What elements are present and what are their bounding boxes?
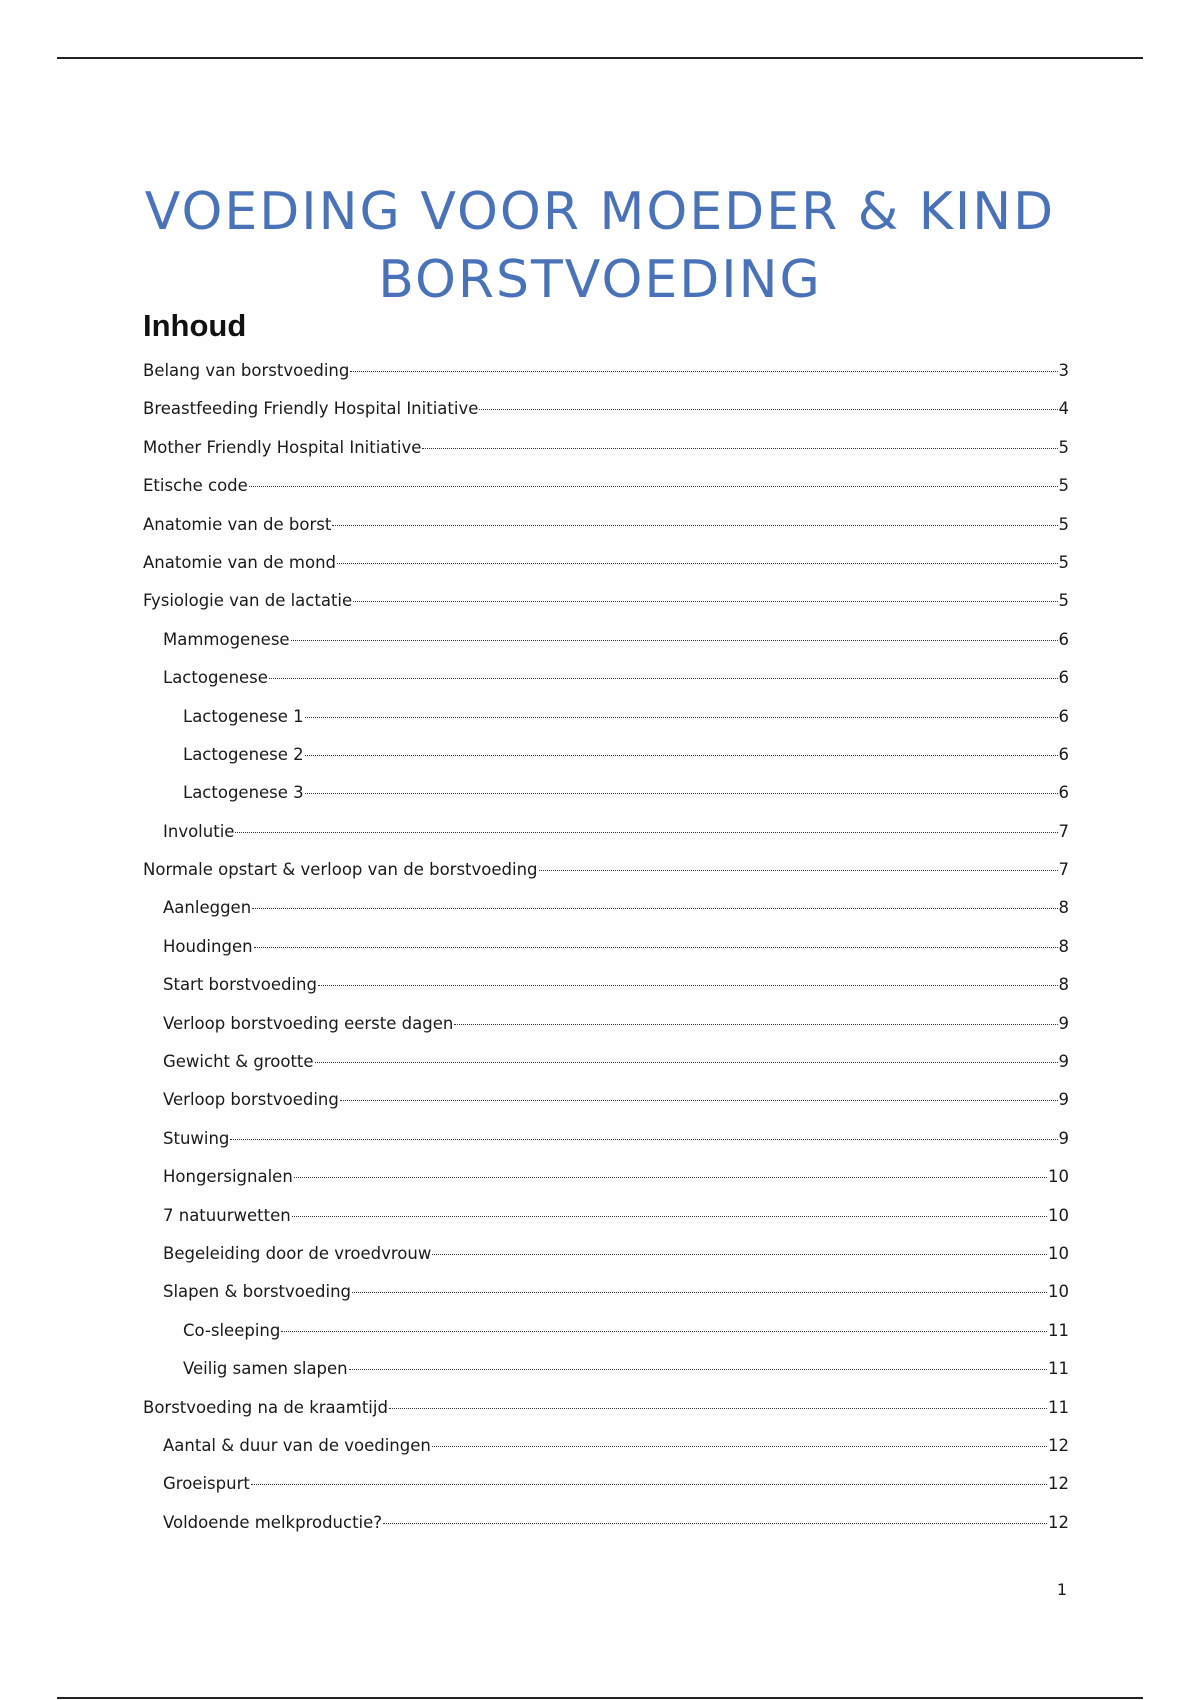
toc-entry[interactable] (143, 476, 1069, 514)
toc-entry[interactable] (143, 515, 1069, 553)
toc-entry-page-number: 12 (1048, 1512, 1069, 1532)
dot-leader (337, 563, 1057, 564)
dot-leader (389, 1408, 1047, 1409)
toc-entry-title: Veilig samen slapen (183, 1359, 348, 1379)
toc-entry-page-number: 6 (1058, 629, 1069, 649)
toc-entry[interactable] (143, 1129, 1069, 1167)
toc-entry-page-number: 6 (1058, 783, 1069, 803)
toc-entry-page-number: 5 (1058, 552, 1069, 572)
toc-entry[interactable] (143, 1436, 1069, 1474)
dot-leader (539, 870, 1058, 871)
document-title (130, 178, 1070, 314)
toc-entry-page-number: 10 (1048, 1243, 1069, 1263)
toc-entry-title: Lactogenese 1 (183, 706, 304, 726)
toc-entry-title: Breastfeeding Friendly Hospital Initiative (143, 399, 479, 419)
toc-entry-title: Voldoende melkproductie? (163, 1512, 383, 1532)
toc-entry-title: Lactogenese 3 (183, 783, 304, 803)
dot-leader (422, 448, 1057, 449)
dot-leader (340, 1100, 1058, 1101)
toc-entry[interactable] (143, 1359, 1069, 1397)
dot-leader (352, 1292, 1047, 1293)
toc-entry-title: Mammogenese (163, 629, 290, 649)
toc-entry[interactable] (143, 1474, 1069, 1512)
toc-entry[interactable] (143, 553, 1069, 591)
dot-leader (249, 486, 1058, 487)
toc-entry-page-number: 8 (1058, 975, 1069, 995)
toc-entry-title: Anatomie van de borst (143, 514, 332, 534)
dot-leader (432, 1254, 1047, 1255)
toc-entry[interactable] (143, 1321, 1069, 1359)
toc-entry-title: Groeispurt (163, 1474, 250, 1494)
toc-entry-title: Lactogenese (163, 668, 268, 688)
bottom-rule (57, 1697, 1143, 1699)
toc-entry-page-number: 10 (1048, 1167, 1069, 1187)
toc-entry[interactable] (143, 668, 1069, 706)
toc-entry[interactable] (143, 975, 1069, 1013)
toc-entry[interactable] (143, 1014, 1069, 1052)
toc-entry-page-number: 10 (1048, 1205, 1069, 1225)
toc-entry-title: Belang van borstvoeding (143, 361, 350, 380)
toc-entry-page-number: 12 (1048, 1474, 1069, 1494)
toc-entry[interactable] (143, 745, 1069, 783)
dot-leader (315, 1062, 1058, 1063)
toc-entry-page-number: 8 (1058, 936, 1069, 956)
toc-entry-title: Aantal & duur van de voedingen (163, 1435, 431, 1455)
toc-entry-page-number: 9 (1058, 1013, 1069, 1033)
toc-entry-title: Start borstvoeding (163, 975, 317, 995)
dot-leader (350, 371, 1057, 372)
toc-entry-title: Aanleggen (163, 898, 252, 918)
dot-leader (292, 1216, 1047, 1217)
toc-entry-page-number: 6 (1058, 744, 1069, 764)
toc-entry[interactable] (143, 822, 1069, 860)
toc-entry[interactable] (143, 361, 1069, 399)
toc-entry[interactable] (143, 1398, 1069, 1436)
toc-entry-page-number: 5 (1058, 476, 1069, 496)
toc-entry-title: Mother Friendly Hospital Initiative (143, 437, 422, 457)
toc-entry-page-number: 9 (1058, 1052, 1069, 1072)
toc-entry[interactable] (143, 898, 1069, 936)
toc-entry[interactable] (143, 860, 1069, 898)
dot-leader (479, 409, 1057, 410)
toc-entry-title: Verloop borstvoeding (163, 1090, 339, 1110)
dot-leader (305, 793, 1058, 794)
toc-entry-title: Slapen & borstvoeding (163, 1282, 352, 1302)
toc-entry-title: Fysiologie van de lactatie (143, 591, 353, 611)
toc-entry-title: Hongersignalen (163, 1167, 293, 1187)
toc-entry-page-number: 7 (1058, 821, 1069, 841)
toc-entry-title: Normale opstart & verloop van de borstvoeding (143, 860, 538, 880)
toc-entry-title: Verloop borstvoeding eerste dagen (163, 1013, 454, 1033)
toc-entry-title: Etische code (143, 476, 248, 496)
dot-leader (349, 1369, 1047, 1370)
toc-entry-page-number: 4 (1058, 399, 1069, 419)
toc-entry[interactable] (143, 1052, 1069, 1090)
toc-entry-title: Anatomie van de mond (143, 552, 337, 572)
dot-leader (332, 525, 1057, 526)
table-of-contents (143, 361, 1069, 1551)
toc-entry-page-number: 5 (1058, 514, 1069, 534)
toc-entry-page-number: 9 (1058, 1128, 1069, 1148)
toc-entry-title: Involutie (163, 821, 235, 841)
dot-leader (281, 1331, 1047, 1332)
title-line-1: VOEDING VOOR MOEDER & KIND (144, 181, 1056, 242)
toc-entry[interactable] (143, 1090, 1069, 1128)
dot-leader (254, 947, 1058, 948)
toc-entry-title: Lactogenese 2 (183, 744, 304, 764)
toc-entry-page-number: 11 (1048, 1320, 1069, 1340)
toc-entry-page-number: 5 (1058, 591, 1069, 611)
toc-entry[interactable] (143, 591, 1069, 629)
toc-entry-page-number: 11 (1048, 1397, 1069, 1417)
toc-entry[interactable] (143, 937, 1069, 975)
dot-leader (383, 1523, 1047, 1524)
dot-leader (454, 1024, 1057, 1025)
toc-entry[interactable] (143, 1282, 1069, 1320)
toc-entry-page-number: 5 (1058, 437, 1069, 457)
toc-entry-title: Co-sleeping (183, 1320, 281, 1340)
dot-leader (318, 985, 1058, 986)
toc-entry[interactable] (143, 783, 1069, 821)
dot-leader (432, 1446, 1047, 1447)
toc-entry-title: 7 natuurwetten (163, 1205, 291, 1225)
toc-entry[interactable] (143, 1244, 1069, 1282)
dot-leader (291, 640, 1058, 641)
toc-entry-title: Houdingen (163, 936, 253, 956)
dot-leader (294, 1177, 1047, 1178)
toc-entry-page-number: 12 (1048, 1435, 1069, 1455)
toc-entry[interactable] (143, 438, 1069, 476)
toc-entry[interactable] (143, 1167, 1069, 1205)
toc-entry-page-number: 10 (1048, 1282, 1069, 1302)
toc-entry-page-number: 3 (1058, 361, 1069, 380)
toc-entry-title: Stuwing (163, 1128, 230, 1148)
dot-leader (353, 601, 1057, 602)
page-number: 1 (1056, 1580, 1067, 1599)
toc-entry[interactable] (143, 630, 1069, 668)
toc-entry-page-number: 8 (1058, 898, 1069, 918)
dot-leader (235, 832, 1057, 833)
toc-entry-title: Begeleiding door de vroedvrouw (163, 1243, 432, 1263)
toc-entry-page-number: 9 (1058, 1090, 1069, 1110)
dot-leader (305, 717, 1058, 718)
toc-entry-title: Borstvoeding na de kraamtijd (143, 1397, 388, 1417)
toc-entry[interactable] (143, 707, 1069, 745)
top-rule (57, 57, 1143, 59)
title-line-2: BORSTVOEDING (378, 249, 822, 310)
toc-heading: Inhoud (143, 308, 247, 343)
dot-leader (230, 1139, 1057, 1140)
toc-entry-page-number: 11 (1048, 1359, 1069, 1379)
toc-entry[interactable] (143, 1206, 1069, 1244)
dot-leader (252, 908, 1057, 909)
toc-entry[interactable] (143, 399, 1069, 437)
dot-leader (269, 678, 1058, 679)
toc-entry-page-number: 6 (1058, 668, 1069, 688)
toc-entry-page-number: 7 (1058, 860, 1069, 880)
toc-entry[interactable] (143, 1513, 1069, 1551)
toc-entry-page-number: 6 (1058, 706, 1069, 726)
dot-leader (305, 755, 1058, 756)
dot-leader (251, 1484, 1047, 1485)
toc-entry-title: Gewicht & grootte (163, 1052, 314, 1072)
document-page (130, 130, 1070, 1650)
